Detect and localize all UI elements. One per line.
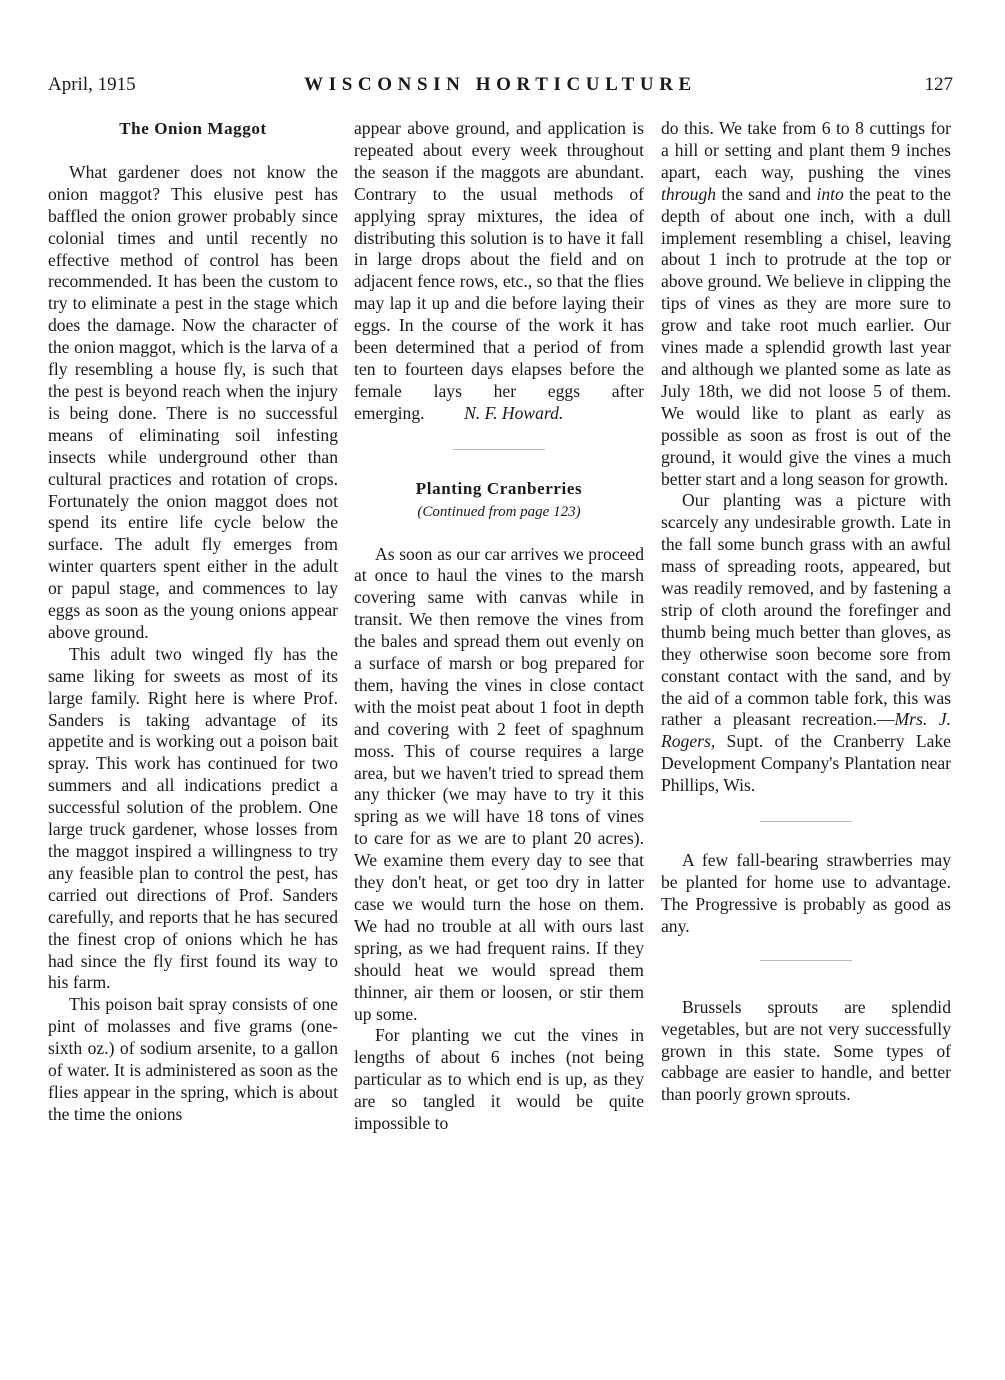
author-signature: Mrs. J. Rogers, bbox=[661, 709, 952, 752]
paragraph: For planting we cut the vines in lengths of about 6 inches (not being particular as to which end is up, as they are so tangled it would be quite impossible to bbox=[354, 1025, 644, 1134]
paragraph: Our planting was a picture with scarcely any undesirable growth. Late in the fall some bunch grass with an awful mass of spreading roots, appeared, but was readily removed, and by fastening a strip of cloth around the forefinger and thumb being much better than gloves, as they otherwise soon become sore from constant contact with the sand, and by the aid of a common table fork, this was rather a pleasant recreation.—Mrs. J. Rogers, Supt. of the Cranberry Lake Development Company's Plantation near Phillips, Wis. bbox=[661, 490, 952, 796]
continued-note: (Continued from page 123) bbox=[417, 503, 581, 520]
paragraph-continued: appear above ground, and application is repeated about every week throughout the season if the maggots are abundant. Contrary to the usual methods of applying spray mixtures, the idea of distributing this solution is to have it fall in large drops about the field and on adjacent fence rows, etc., so that the flies may lap it up and die before laying their eggs. In the course of the work it has been determined that a period of from ten to fourteen days elapses before the female lays her eggs after emerging. N. F. Howard. bbox=[354, 118, 644, 423]
paragraph: What gardener does not know the onion maggot? This elusive pest has baffled the onion grower probably since colonial times and until recently no effective method of control has been recommended. It has been the custom to try to eliminate a pest in the stage which does the damage. Now the character of the onion maggot, which is the larva of a fly resembling a house fly, is such that the pest is beyond reach when the injury is being done. There is no successful means of eliminating soil infesting insects while underground other than cultural practices and rotation of crops. Fortunately the onion maggot does not spend its entire life cycle below the surface. The adult fly emerges from winter quarters spent either in the adult or papul stage, and commences to lay eggs as soon as the young onions appear above ground. bbox=[48, 161, 338, 642]
paragraph: As soon as our car arrives we proceed at once to haul the vines to the marsh covering same with canvas while in transit. We then remove the vines from the bales and spread them out evenly on a surface of marsh or bog prepared for them, having the vines in close contact with the moist peat about 1 foot in depth and covering with 2 feet of spaghnum moss. This of course requires a large area, but we haven't tried to spread them any thicker (we may have to try it this spring as we will have 18 tons of vines to care for as we are to plant 20 acres). We examine them every day to see that they don't heat, or get too dry in latter case we would turn the hose on them. We had no trouble at all with ours last spring, as we had frequent rains. If they should heat we would spread them thinner, air them or loosen, or stir them up some. bbox=[354, 543, 644, 1024]
column-1 bbox=[48, 118, 338, 1126]
running-header bbox=[48, 74, 953, 104]
paragraph-continued: do this. We take from 6 to 8 cuttings for a hill or setting and plant them 9 inches apart, each way, pushing the vines through the sand and into the peat to the depth of about one inch, with a dull implement resembling a chisel, leaving about 1 inch to protrude at the top or above ground. We believe in clipping the tips of vines as they are more sure to grow and take root much earlier. Our vines made a splendid growth last year and although we planted some as late as July 18th, we did not loose 5 of them. We would like to plant as early as possible as soon as frost is out of the ground, it would give the vines a much better start and a long season for growth. bbox=[661, 118, 951, 489]
column-3 bbox=[661, 118, 951, 1106]
article-title-planting-cranberries: Planting Cranberries bbox=[415, 478, 583, 498]
section-divider bbox=[760, 821, 852, 822]
journal-title: WISCONSIN HORTICULTURE bbox=[304, 74, 697, 95]
note-strawberries: A few fall-bearing strawberries may be planted for home use to advantage. The Progressive is probably as good as any. bbox=[661, 850, 951, 936]
note-brussels-sprouts: Brussels sprouts are splendid vegetables, but are not very successfully grown in this state. Some types of cabbage are easier to handle, and better than poorly grown sprouts. bbox=[661, 996, 951, 1105]
article-title-onion-maggot: The Onion Maggot bbox=[119, 119, 267, 138]
section-divider bbox=[760, 960, 852, 961]
issue-date: April, 1915 bbox=[48, 74, 136, 95]
page-number: 127 bbox=[924, 74, 953, 95]
paragraph: This adult two winged fly has the same liking for sweets as most of its large family. Right here is where Prof. Sanders is taking advantage of its appetite and is working out a poison bait spray. This work has continued for two summers and all indications predict a successful solution of the problem. One large truck gardener, whose losses from the maggot inspired a willingness to try any feasible plan to control the pest, has carried out directions of Prof. Sanders carefully, and reports that he has secured the finest crop of onions which he has had since the fly first found its way to his farm. bbox=[48, 643, 338, 993]
column-2 bbox=[354, 118, 644, 1135]
author-signature: N. F. Howard. bbox=[464, 402, 564, 423]
section-divider bbox=[453, 449, 545, 450]
paragraph: This poison bait spray consists of one pint of molasses and five grams (one-sixth oz.) of sodium arsenite, to a gallon of water. It is administered as soon as the flies appear in the spring, which is about the time the onions bbox=[48, 994, 338, 1124]
